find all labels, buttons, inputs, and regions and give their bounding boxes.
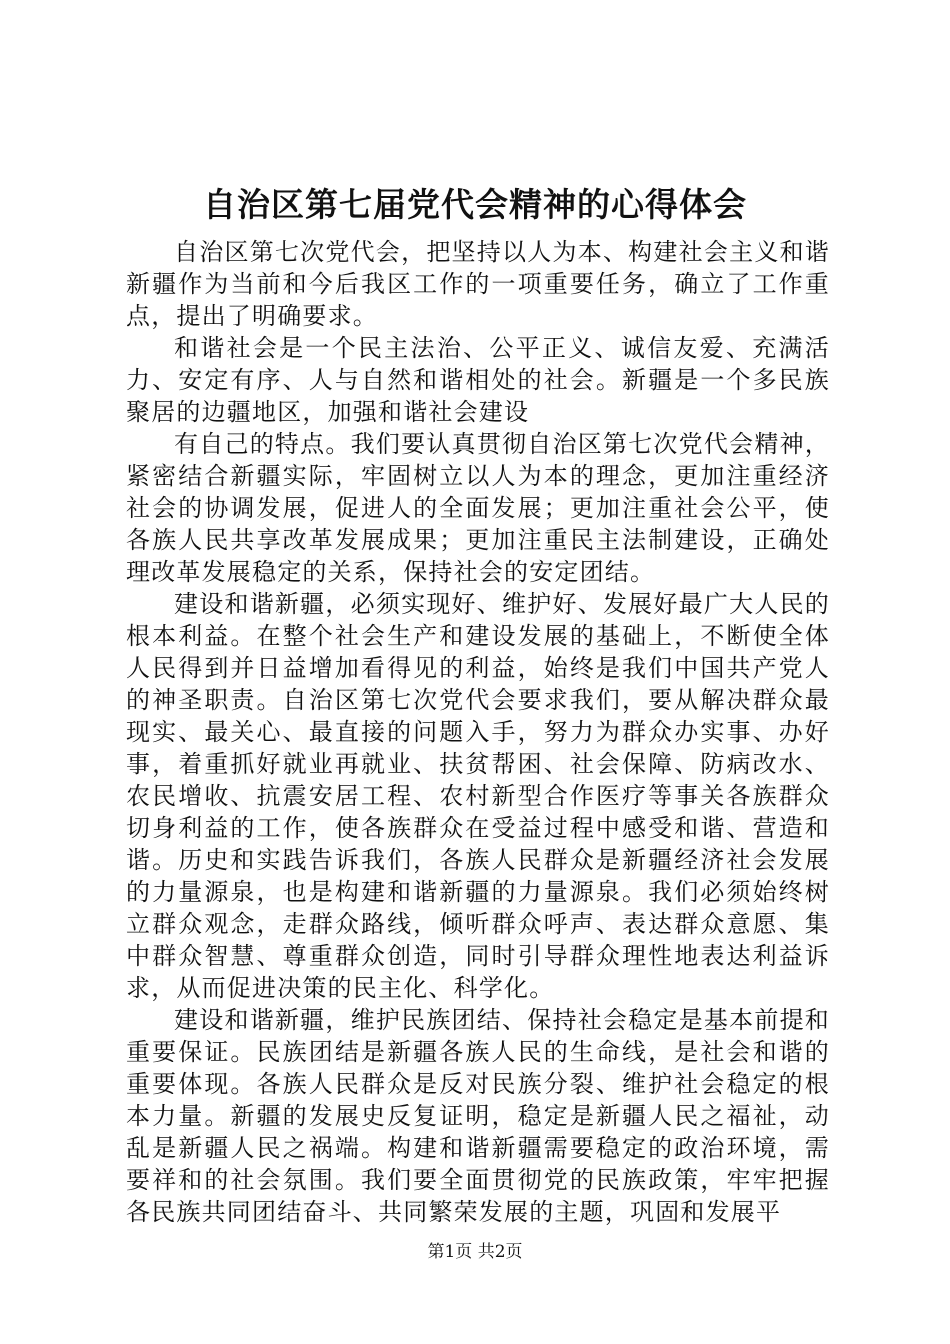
document-title: 自治区第七届党代会精神的心得体会 (203, 185, 747, 224)
document-body (126, 236, 830, 1228)
paragraph: 建设和谐新疆，必须实现好、维护好、发展好最广大人民的根本利益。在整个社会生产和建设发展的基础上，不断使全体人民得到并日益增加看得见的利益，始终是我们中国共产党人的神圣职责。自治区第七次党代会要求我们，要从解决群众最现实、最关心、最直接的问题入手，努力为群众办实事、办好事，着重抓好就业再就业、扶贫帮困、社会保障、防病改水、农民增收、抗震安居工程、农村新型合作医疗等事关各族群众切身利益的工作，使各族群众在受益过程中感受和谐、营造和谐。历史和实践告诉我们，各族人民群众是新疆经济社会发展的力量源泉，也是构建和谐新疆的力量源泉。我们必须始终树立群众观念，走群众路线，倾听群众呼声、表达群众意愿、集中群众智慧、尊重群众创造，同时引导群众理性地表达利益诉求，从而促进决策的民主化、科学化。 (126, 590, 830, 1002)
page-footer: 第1页 共2页 (427, 1242, 523, 1262)
paragraph: 有自己的特点。我们要认真贯彻自治区第七次党代会精神，紧密结合新疆实际，牢固树立以人为本的理念，更加注重经济社会的协调发展，促进人的全面发展；更加注重社会公平，使各族人民共享改革发展成果；更加注重民主法制建设，正确处理改革发展稳定的关系，保持社会的安定团结。 (126, 430, 830, 586)
paragraph: 和谐社会是一个民主法治、公平正义、诚信友爱、充满活力、安定有序、人与自然和谐相处的社会。新疆是一个多民族聚居的边疆地区，加强和谐社会建设 (126, 334, 830, 426)
paragraph: 自治区第七次党代会，把坚持以人为本、构建社会主义和谐新疆作为当前和今后我区工作的一项重要任务，确立了工作重点，提出了明确要求。 (126, 238, 830, 330)
paragraph: 建设和谐新疆，维护民族团结、保持社会稳定是基本前提和重要保证。民族团结是新疆各族人民的生命线，是社会和谐的重要体现。各族人民群众是反对民族分裂、维护社会稳定的根本力量。新疆的发展史反复证明，稳定是新疆人民之福祉，动乱是新疆人民之祸端。构建和谐新疆需要稳定的政治环境，需要祥和的社会氛围。我们要全面贯彻党的民族政策，牢牢把握各民族共同团结奋斗、共同繁荣发展的主题，巩固和发展平 (126, 1006, 830, 1226)
